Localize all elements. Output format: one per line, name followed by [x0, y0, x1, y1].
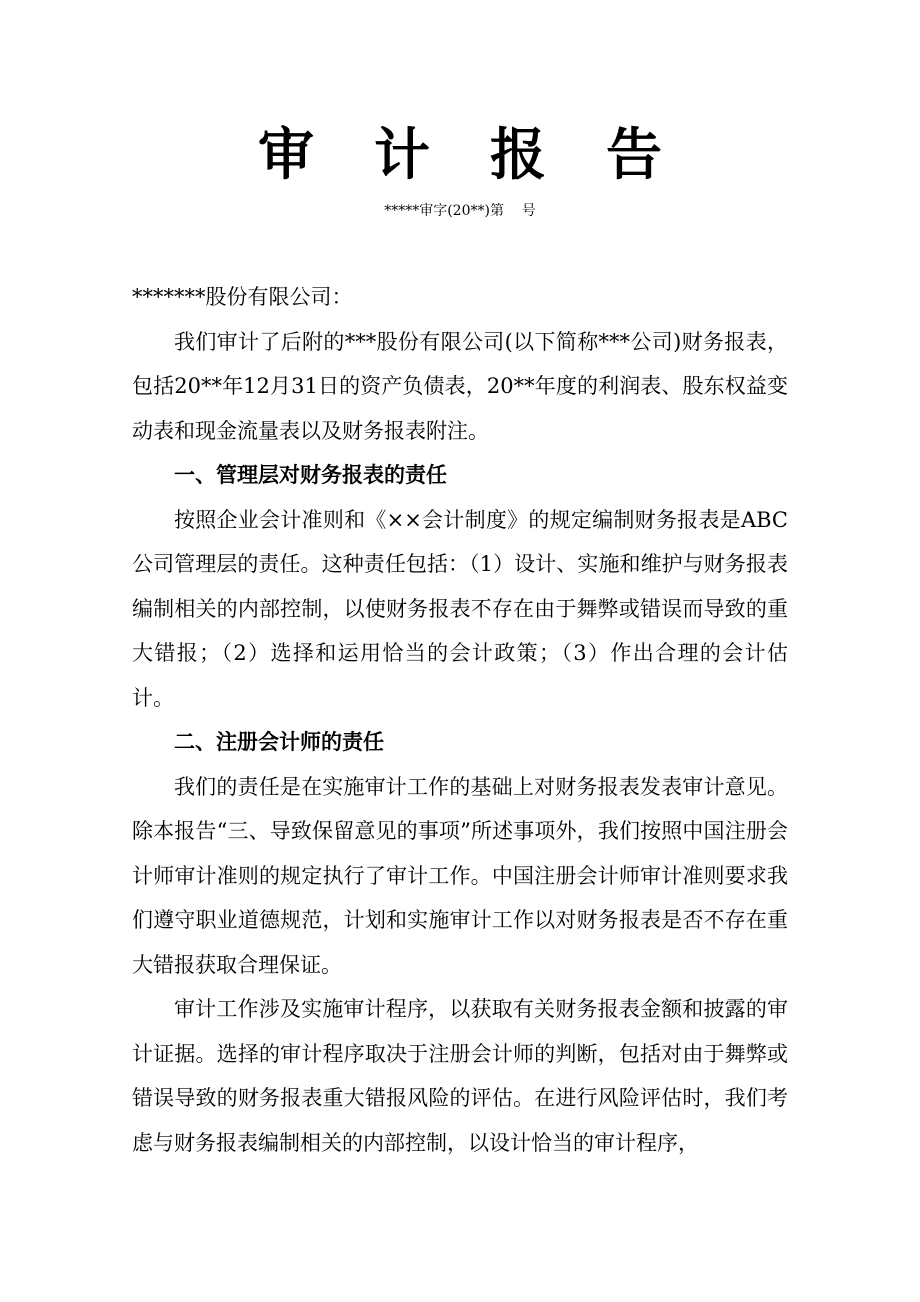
section-heading-auditor: 二、注册会计师的责任 — [174, 730, 384, 754]
intro-paragraph: 我们审计了后附的***股份有限公司(以下简称***公司)财务报表，包括20**年12月31日的资产负债表，20**年度的利润表、股东权益变动表和现金流量表以及财务报表附注。 — [132, 329, 788, 443]
section-heading-management: 一、管理层对财务报表的责任 — [174, 463, 447, 487]
management-responsibility-paragraph: 按照企业会计准则和《××会计制度》的规定编制财务报表是ABC公司管理层的责任。这种责任包括：（1）设计、实施和维护与财务报表编制相关的内部控制，以使财务报表不存在由于舞弊或错误而导致的重大错报；（2）选择和运用恰当的会计政策；（3）作出合理的会计估计。 — [132, 507, 788, 710]
report-body — [132, 275, 788, 1165]
auditor-responsibility-paragraph-1: 我们的责任是在实施审计工作的基础上对财务报表发表审计意见。除本报告“三、导致保留意见的事项”所述事项外，我们按照中国注册会计师审计准则的规定执行了审计工作。中国注册会计师审计准则要求我们遵守职业道德规范，计划和实施审计工作以对财务报表是否不存在重大错报获取合理保证。 — [132, 774, 788, 977]
auditor-responsibility-paragraph-2: 审计工作涉及实施审计程序，以获取有关财务报表金额和披露的审计证据。选择的审计程序取决于注册会计师的判断，包括对由于舞弊或错误导致的财务报表重大错报风险的评估。在进行风险评估时，我们考虑与财务报表编制相关的内部控制，以设计恰当的审计程序， — [132, 997, 788, 1155]
document-number: *****审字(20**)第 号 — [384, 203, 536, 219]
addressee: *******股份有限公司： — [132, 285, 353, 309]
report-title: 审计报告 — [258, 123, 722, 188]
